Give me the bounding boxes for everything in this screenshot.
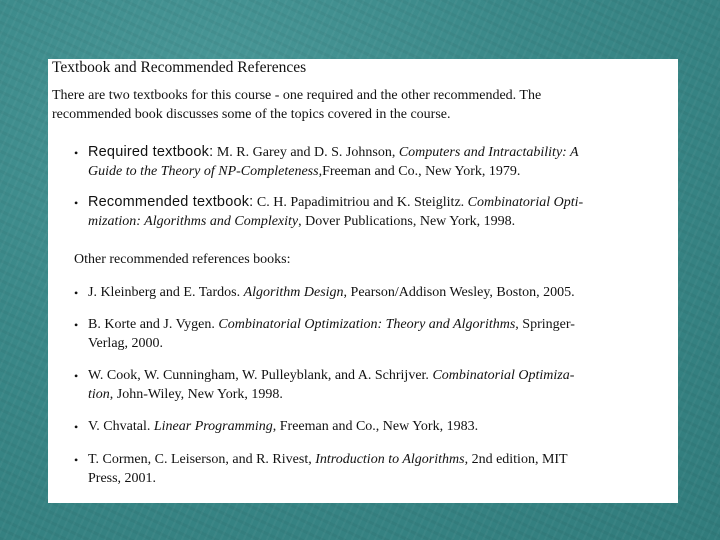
required-title-1: Computers and Intractability: A xyxy=(398,145,579,160)
reference-title: Introduction to Algorithms xyxy=(315,452,465,467)
recommended-line-1 xyxy=(88,193,649,212)
bullet-icon: • xyxy=(74,369,79,383)
recommended-line-2 xyxy=(88,212,649,231)
reference-publisher-2: , John-Wiley, New York, 1998. xyxy=(109,387,283,402)
reference-publisher: , Springer- xyxy=(515,317,575,332)
reference-title: Linear Programming xyxy=(153,419,273,434)
recommended-textbook-item xyxy=(88,193,649,231)
reference-authors: T. Cormen, C. Leiserson, and R. Rivest, xyxy=(88,452,316,467)
reference-item xyxy=(88,283,649,302)
document-title: Textbook and Recommended References xyxy=(52,59,307,76)
reference-line-2 xyxy=(88,385,649,404)
recommended-authors: C. H. Papadimitriou and K. Steiglitz. xyxy=(253,195,468,210)
other-references-heading: Other recommended references books: xyxy=(74,252,291,267)
reference-authors: B. Korte and J. Vygen. xyxy=(88,317,219,332)
required-authors: M. R. Garey and D. S. Johnson, xyxy=(213,145,399,160)
reference-item xyxy=(88,450,649,488)
reference-title: Combinatorial Optimiza- xyxy=(432,368,575,383)
reference-item xyxy=(88,315,649,353)
reference-item xyxy=(88,366,649,404)
reference-authors: J. Kleinberg and E. Tardos. xyxy=(88,285,244,300)
reference-line xyxy=(88,366,649,385)
recommended-publisher: , Dover Publications, New York, 1998. xyxy=(298,214,516,229)
reference-line xyxy=(88,417,649,436)
reference-publisher: , Pearson/Addison Wesley, Boston, 2005. xyxy=(343,285,575,300)
bullet-icon: • xyxy=(74,196,79,210)
recommended-label: Recommended textbook: xyxy=(88,194,254,210)
required-publisher: ,Freeman and Co., New York, 1979. xyxy=(318,164,521,179)
reference-line-2 xyxy=(88,469,649,488)
bullet-icon: • xyxy=(74,420,79,434)
bullet-icon: • xyxy=(74,318,79,332)
required-line-2 xyxy=(88,162,649,181)
recommended-title-1: Combinatorial Opti- xyxy=(467,195,584,210)
reference-line xyxy=(88,450,649,469)
reference-authors: V. Chvatal. xyxy=(88,419,154,434)
required-line-1 xyxy=(88,143,649,162)
reference-line xyxy=(88,315,649,334)
reference-line-2 xyxy=(88,334,649,353)
reference-publisher-2: Verlag, 2000. xyxy=(88,336,164,351)
reference-publisher: , Freeman and Co., New York, 1983. xyxy=(272,419,479,434)
reference-line xyxy=(88,283,649,302)
required-label: Required textbook: xyxy=(88,144,214,160)
required-title-2: Guide to the Theory of NP-Completeness xyxy=(88,164,319,179)
reference-item xyxy=(88,417,649,436)
slide-document xyxy=(48,59,678,503)
reference-publisher-2: Press, 2001. xyxy=(88,471,157,486)
reference-title-2: tion xyxy=(88,387,110,402)
bullet-icon: • xyxy=(74,286,79,300)
reference-title: Combinatorial Optimization: Theory and Algorithms xyxy=(218,317,516,332)
intro-line-2: recommended book discusses some of the topics covered in the course. xyxy=(52,107,451,122)
required-textbook-item xyxy=(88,143,649,181)
intro-paragraph xyxy=(52,86,652,124)
reference-title: Algorithm Design xyxy=(243,285,344,300)
recommended-title-2: mization: Algorithms and Complexity xyxy=(88,214,299,229)
reference-authors: W. Cook, W. Cunningham, W. Pulleyblank, and A. Schrijver. xyxy=(88,368,433,383)
intro-line-1: There are two textbooks for this course - one required and the other recommended. The xyxy=(52,88,542,103)
bullet-icon: • xyxy=(74,453,79,467)
bullet-icon: • xyxy=(74,146,79,160)
reference-publisher: , 2nd edition, MIT xyxy=(464,452,568,467)
